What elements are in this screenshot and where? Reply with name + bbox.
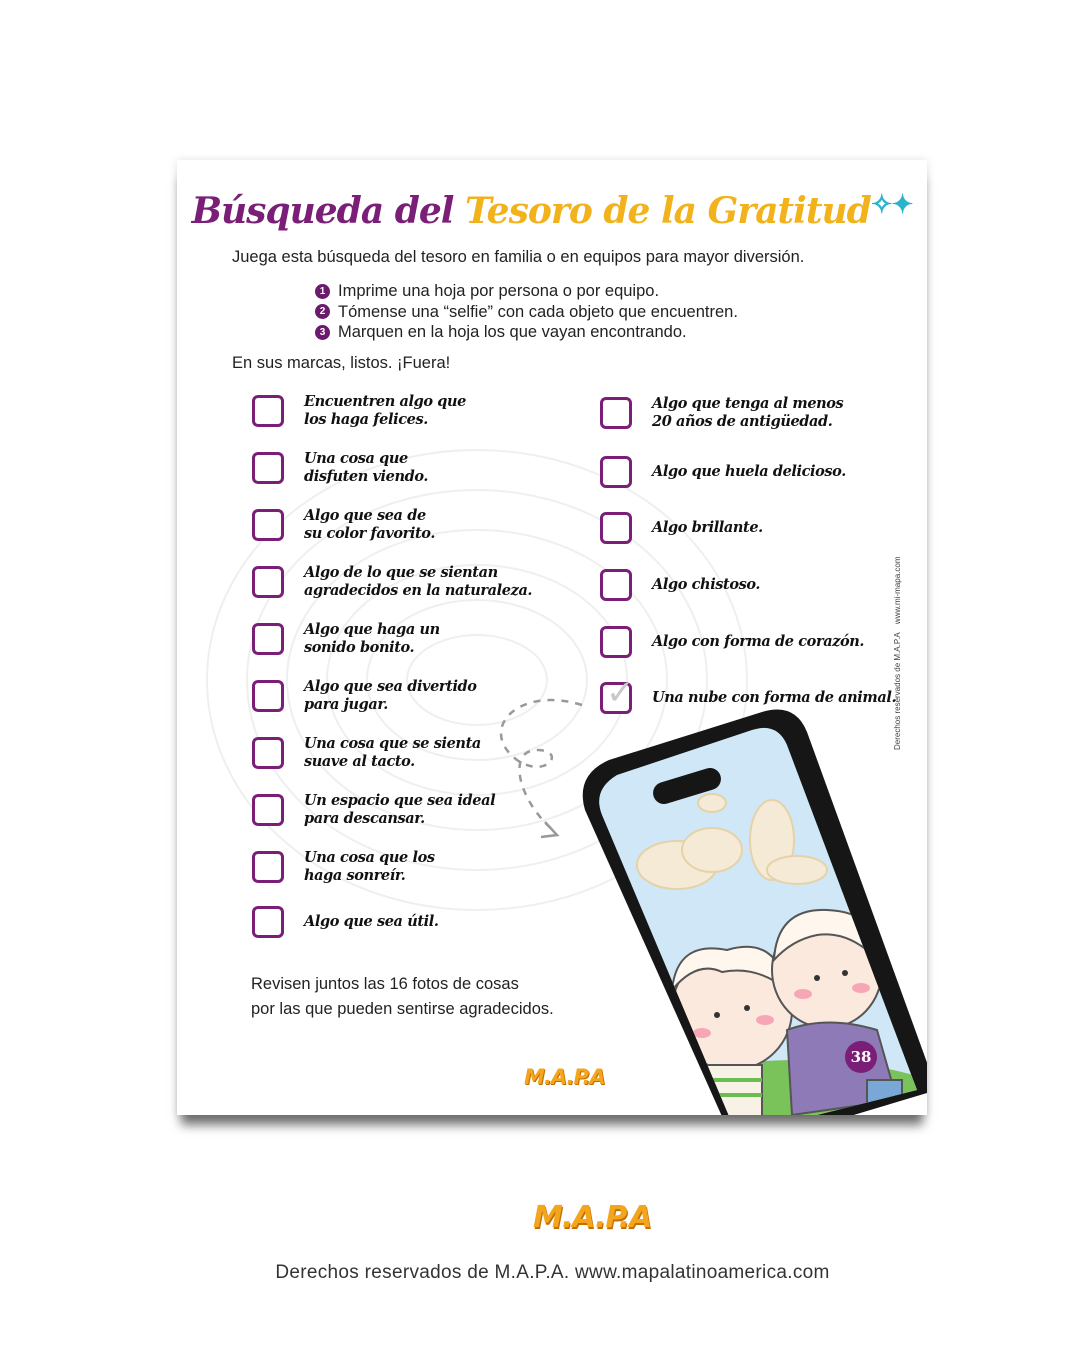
checklist-label: Algo que haga un sonido bonito. xyxy=(304,621,440,656)
checklist-label: Encuentren algo que los haga felices. xyxy=(304,393,466,428)
title-part-2: Tesoro de la Gratitud xyxy=(465,190,871,232)
arrow-head-icon xyxy=(541,822,557,837)
checklist-label: Algo de lo que se sientan agradecidos en la naturaleza. xyxy=(304,564,533,599)
checklist-label: Una cosa que los haga sonreír. xyxy=(304,849,435,884)
step-number-2: 2 xyxy=(315,304,330,319)
review-text: Revisen juntos las 16 fotos de cosas por las que pueden sentirse agradecidos. xyxy=(251,975,554,1018)
footer-credit: Derechos reservados de M.A.P.A. www.mapalatinoamerica.com xyxy=(275,1262,830,1283)
checklist-label: Algo brillante. xyxy=(652,519,763,537)
checklist-label: Algo que sea divertido para jugar. xyxy=(304,678,477,713)
mapa-logo: M.A.P.A xyxy=(533,1200,652,1235)
step-text: Marquen en la hoja los que vayan encontrando. xyxy=(338,323,687,341)
checklist-label: Algo que huela delicioso. xyxy=(652,463,846,481)
checklist-label: Algo que sea útil. xyxy=(304,913,439,931)
intro-text: Juega esta búsqueda del tesoro en familia o en equipos para mayor diversión. xyxy=(232,248,805,266)
sparkle-icon: ✧✦ xyxy=(870,190,913,220)
side-credit-rights: Derechos reservados de M.A.P.A xyxy=(893,632,902,750)
checklist-label: Una cosa que se sienta suave al tacto. xyxy=(304,735,481,770)
checklist-label: Algo que sea de su color favorito. xyxy=(304,507,435,542)
dashed-arrow xyxy=(501,700,582,832)
ready-text: En sus marcas, listos. ¡Fuera! xyxy=(232,354,451,372)
title-part-1: Búsqueda del xyxy=(191,190,454,232)
side-credit xyxy=(893,500,902,750)
step-number-3: 3 xyxy=(315,325,330,340)
step-text: Imprime una hoja por persona o por equipo. xyxy=(338,282,660,300)
side-credit-url: www.mi-mapa.com xyxy=(893,556,902,625)
step-text: Tómense una “selfie” con cada objeto que encuentren. xyxy=(338,302,738,321)
checklist-label: Algo chistoso. xyxy=(652,576,761,594)
worksheet-page xyxy=(177,160,927,1115)
page-number-badge: 38 xyxy=(845,1041,877,1073)
checklist-label: Un espacio que sea ideal para descansar. xyxy=(304,792,496,827)
checklist-label: Una cosa que disfuten viendo. xyxy=(304,450,429,485)
mapa-logo-small: M.A.P.A xyxy=(524,1065,605,1089)
checklist-label: Una nube con forma de animal. xyxy=(652,689,897,707)
checklist-label: Algo que tenga al menos 20 años de antigüedad. xyxy=(652,395,844,430)
check-icon: ✓ xyxy=(606,673,635,713)
step-number-1: 1 xyxy=(315,284,330,299)
checklist-label: Algo con forma de corazón. xyxy=(652,633,865,651)
